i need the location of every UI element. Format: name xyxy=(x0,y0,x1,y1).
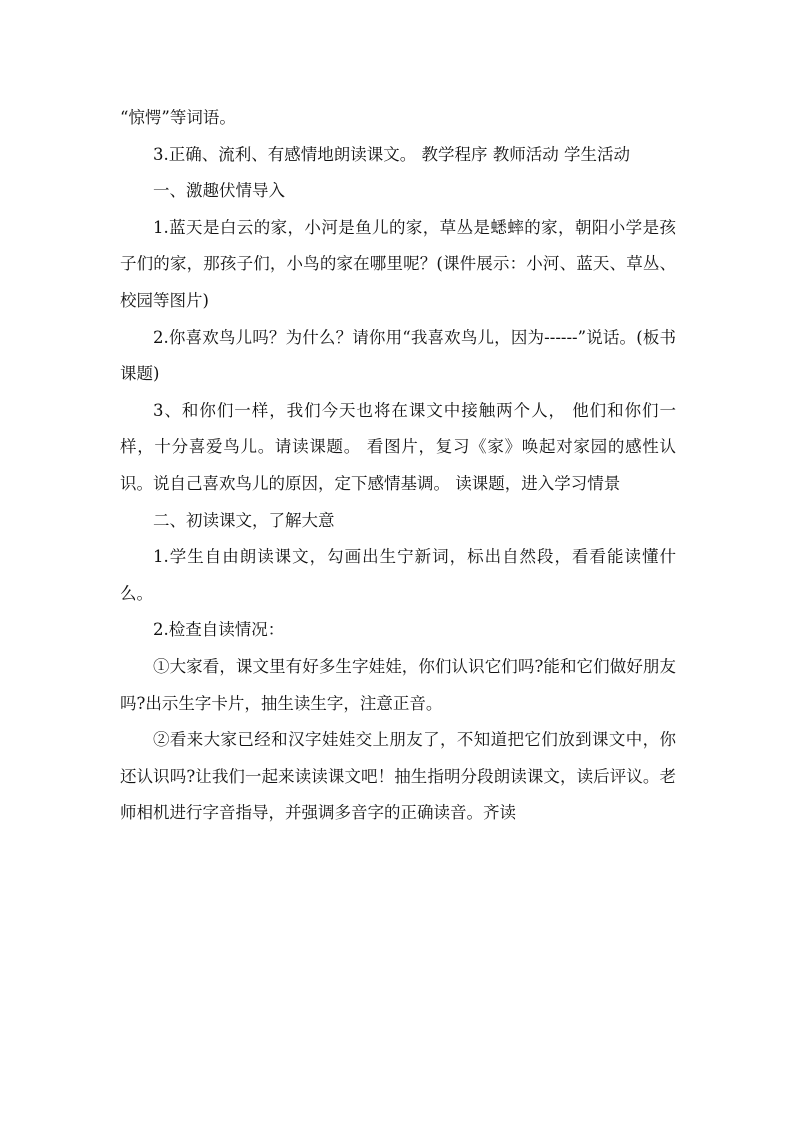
paragraph-subitem-1: ①大家看，课文里有好多生字娃娃，你们认识它们吗?能和它们做好朋友吗?出示生字卡片，抽生读生字，注意正音。 xyxy=(120,656,676,713)
paragraph-item-3: 3、和你们一样，我们今天也将在课文中接触两个人， 他们和你们一样，十分喜爱鸟儿。请读课题。 看图片，复习《家》唤起对家园的感性认识。说自己喜欢鸟儿的原因，定下感情基调。 读课题，进入学习情景 xyxy=(120,400,676,493)
paragraph-reading-2: 2.检查自读情况： xyxy=(153,620,285,640)
paragraph-reading-1: 1.学生自由朗读课文，勾画出生宁新词，标出自然段，看看能读懂什么。 xyxy=(120,547,676,603)
paragraph-continuation: “惊愕”等词语。 xyxy=(120,108,236,127)
section-heading-2: 二、初读课文，了解大意 xyxy=(153,510,335,530)
section-heading-1: 一、激趣伏情导入 xyxy=(153,181,285,201)
paragraph-item-1: 1.蓝天是白云的家，小河是鱼儿的家，草丛是蟋蟀的家，朝阳小学是孩子们的家，那孩子们，小鸟的家在哪里呢？(课件展示：小河、蓝天、草丛、校园等图片) xyxy=(120,217,676,310)
document-page xyxy=(120,100,676,832)
paragraph-item-2: 2.你喜欢鸟儿吗？为什么？请你用“我喜欢鸟儿，因为------”说话。(板书课题) xyxy=(120,327,676,384)
paragraph-subitem-2: ②看来大家已经和汉字娃娃交上朋友了，不知道把它们放到课文中，你还认识吗?让我们一起来读读课文吧！抽生指明分段朗读课文，读后评议。老师相机进行字音指导，并强调多音字的正确读音。齐读 xyxy=(120,730,676,823)
paragraph-objective-3: 3.正确、流利、有感情地朗读课文。 教学程序 教师活动 学生活动 xyxy=(153,144,630,164)
